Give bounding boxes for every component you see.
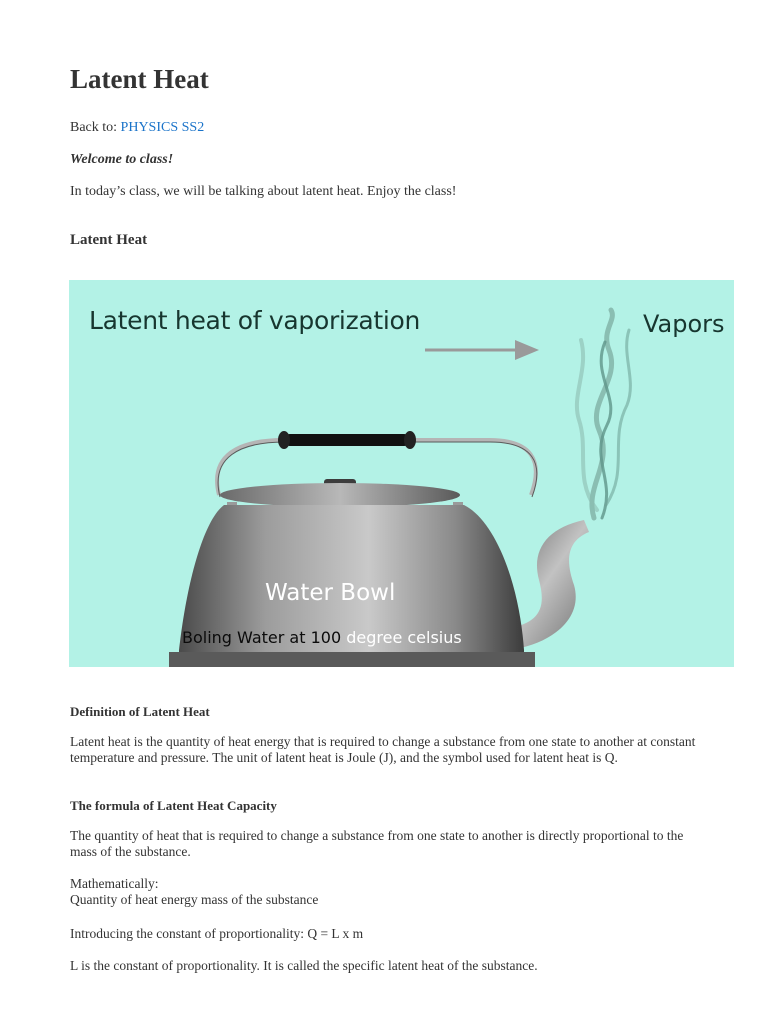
water-bowl-label: Water Bowl (265, 580, 396, 606)
figure-title: Latent heat of vaporization (89, 306, 421, 335)
kettle-drawing (69, 280, 734, 667)
boiling-label-dark: Boling Water at 100 (182, 628, 342, 647)
formula-heading: The formula of Latent Heat Capacity (70, 798, 277, 813)
l-definition: L is the constant of proportionality. It is called the specific latent heat of the substance. (70, 958, 538, 973)
kettle-illustration (69, 280, 734, 667)
math-label: Mathematically: (70, 876, 159, 891)
steam-icon (577, 310, 631, 518)
boiling-water-label (182, 628, 462, 647)
definition-heading: Definition of Latent Heat (70, 704, 210, 719)
vapors-label: Vapors (643, 310, 725, 338)
arrow-icon (425, 340, 539, 360)
breadcrumb (70, 120, 204, 136)
formula-paragraph: The quantity of heat that is required to change a substance from one state to another is directly proportional to the mass of the substance. (70, 828, 684, 859)
back-link-physics-ss2[interactable]: PHYSICS SS2 (120, 120, 205, 135)
definition-paragraph: Latent heat is the quantity of heat energy that is required to change a substance from one state to another at constant temperature and pressure. The unit of latent heat is Joule (J), and the symbol used for latent heat is Q. (70, 734, 696, 765)
back-prefix: Back to: (70, 120, 121, 135)
kettle-lid-icon (220, 479, 460, 507)
welcome-text: Welcome to class! (70, 152, 174, 167)
page-title: Latent Heat (70, 64, 209, 94)
intro-text: In today’s class, we will be talking about latent heat. Enjoy the class! (70, 184, 457, 199)
math-line: Quantity of heat energy mass of the substance (70, 892, 319, 907)
boiling-label-light: degree celsius (341, 628, 462, 647)
constant-line: Introducing the constant of proportionality: Q = L x m (70, 926, 364, 941)
section-heading: Latent Heat (70, 232, 148, 248)
